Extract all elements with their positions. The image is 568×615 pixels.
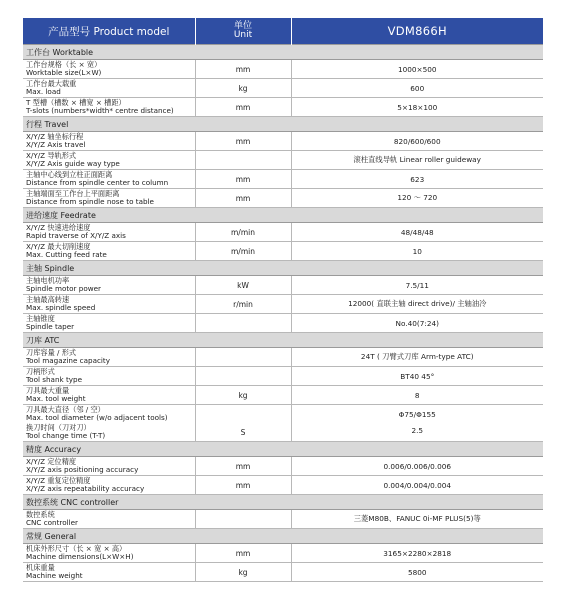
spec-name-en: Tool change time (T-T) (26, 431, 106, 440)
spec-row (23, 189, 543, 208)
section-title: 主轴 Spindle (23, 261, 543, 276)
spec-name-cn: X/Y/Z 快速进给速度 (26, 223, 91, 232)
spec-value: 8 (291, 386, 543, 405)
spec-name (23, 295, 195, 314)
spec-sheet (23, 18, 543, 582)
spec-name-en: Rapid traverse of X/Y/Z axis (26, 231, 126, 240)
spec-row-merged (23, 405, 543, 442)
model-label: 产品型号 Product model (23, 18, 195, 45)
spec-value: 滚柱直线导轨 Linear roller guideway (291, 151, 543, 170)
spec-name-cn: X/Y/Z 最大切削速度 (26, 242, 91, 251)
spec-row (23, 295, 543, 314)
spec-name-en: X/Y/Z Axis guide way type (26, 159, 120, 168)
section-header (23, 117, 543, 132)
spec-row (23, 367, 543, 386)
spec-unit: mm (195, 170, 291, 189)
spec-name-cn: X/Y/Z 定位精度 (26, 457, 77, 466)
spec-name (23, 314, 195, 333)
spec-name-en: Max. tool diameter (w/o adjacent tools) (26, 413, 168, 422)
spec-value-change-time: 2.5 (411, 426, 424, 435)
spec-name-en: CNC controller (26, 518, 78, 527)
spec-name-en: Max. Cutting feed rate (26, 250, 107, 259)
spec-name (23, 386, 195, 405)
spec-name-en: Worktable size(L×W) (26, 68, 102, 77)
section-title: 精度 Accuracy (23, 442, 543, 457)
spec-row (23, 98, 543, 117)
spec-name-en: T-slots (numbers*width* centre distance) (26, 106, 174, 115)
spec-name-cn: 换刀时间（刀对刀） (26, 423, 91, 432)
spec-name (23, 563, 195, 582)
spec-name (23, 151, 195, 170)
spec-unit: kW (195, 276, 291, 295)
spec-value: 5×18×100 (291, 98, 543, 117)
spec-name (23, 405, 195, 442)
spec-unit: S (195, 405, 291, 442)
spec-row (23, 314, 543, 333)
spec-name-en: X/Y/Z Axis travel (26, 140, 86, 149)
spec-name-en: Distance from spindle center to column (26, 178, 169, 187)
spec-name-cn: 机床重量 (26, 563, 55, 572)
spec-value: 623 (291, 170, 543, 189)
spec-value: BT40 45° (291, 367, 543, 386)
spec-row (23, 276, 543, 295)
section-title: 行程 Travel (23, 117, 543, 132)
spec-unit (195, 151, 291, 170)
section-title: 刀库 ATC (23, 333, 543, 348)
spec-unit (195, 367, 291, 386)
section-header (23, 529, 543, 544)
spec-name-cn: 工作台规格（长 × 宽） (26, 60, 102, 69)
spec-unit: mm (195, 544, 291, 563)
section-title: 进给速度 Feedrate (23, 208, 543, 223)
spec-value: 1000×500 (291, 60, 543, 79)
spec-unit: mm (195, 189, 291, 208)
spec-name-en: Distance from spindle nose to table (26, 197, 154, 206)
spec-name-cn: T 型槽（槽数 × 槽宽 × 槽距） (26, 98, 126, 107)
spec-name-cn: 主轴中心线到立柱正面距离 (26, 170, 113, 179)
spec-row (23, 457, 543, 476)
spec-value: 120 ～ 720 (291, 189, 543, 208)
spec-unit: mm (195, 132, 291, 151)
spec-name-cn: X/Y/Z 轴坐标行程 (26, 132, 84, 141)
spec-row (23, 510, 543, 529)
spec-name-en: Tool magazine capacity (26, 356, 110, 365)
spec-table (23, 18, 543, 582)
spec-name (23, 348, 195, 367)
spec-value (291, 405, 543, 442)
spec-unit: mm (195, 457, 291, 476)
section-header (23, 495, 543, 510)
unit-label-cn: 单位 (233, 21, 252, 31)
spec-name (23, 223, 195, 242)
spec-row (23, 348, 543, 367)
spec-row (23, 242, 543, 261)
spec-row (23, 79, 543, 98)
spec-row (23, 223, 543, 242)
spec-name-en: Spindle taper (26, 322, 75, 331)
spec-name-en: Max. tool weight (26, 394, 86, 403)
spec-unit: mm (195, 98, 291, 117)
spec-name (23, 170, 195, 189)
spec-row (23, 170, 543, 189)
spec-value: 0.004/0.004/0.004 (291, 476, 543, 495)
section-title: 常规 General (23, 529, 543, 544)
spec-name-cn: 刀柄形式 (26, 367, 55, 376)
spec-name (23, 98, 195, 117)
section-header (23, 333, 543, 348)
spec-name-cn: 工作台最大载重 (26, 79, 77, 88)
spec-unit (195, 348, 291, 367)
spec-name-en: Max. spindle speed (26, 303, 96, 312)
spec-row (23, 60, 543, 79)
spec-name-en: X/Y/Z axis repeatability accuracy (26, 484, 145, 493)
spec-name-cn: 刀具最大直径（邻 / 空） (26, 405, 105, 414)
spec-name (23, 242, 195, 261)
section-title: 工作台 Worktable (23, 45, 543, 60)
spec-name-cn: 主轴最高转速 (26, 295, 70, 304)
spec-name (23, 457, 195, 476)
spec-value: 600 (291, 79, 543, 98)
spec-unit: m/min (195, 242, 291, 261)
spec-name-cn: 数控系统 (26, 510, 55, 519)
section-header (23, 442, 543, 457)
spec-value: 12000( 直联主轴 direct drive)/ 主轴油冷 (291, 295, 543, 314)
spec-name (23, 367, 195, 386)
spec-name-en: Machine weight (26, 571, 83, 580)
spec-name (23, 132, 195, 151)
spec-name (23, 276, 195, 295)
spec-name-cn: 主轴端面至工作台上平面距离 (26, 189, 120, 198)
spec-name-cn: 刀具最大重量 (26, 386, 70, 395)
spec-unit: kg (195, 79, 291, 98)
spec-name (23, 79, 195, 98)
spec-name-cn: 主轴锥度 (26, 314, 55, 323)
spec-unit: mm (195, 60, 291, 79)
spec-name-cn: 刀库容量 / 形式 (26, 348, 77, 357)
spec-unit: kg (195, 563, 291, 582)
spec-row (23, 386, 543, 405)
model-value: VDM866H (291, 18, 543, 45)
spec-value: No.40(7:24) (291, 314, 543, 333)
header-row (23, 18, 543, 45)
spec-row (23, 132, 543, 151)
spec-value: 0.006/0.006/0.006 (291, 457, 543, 476)
spec-row (23, 151, 543, 170)
spec-name-en: X/Y/Z axis positioning accuracy (26, 465, 139, 474)
section-header (23, 45, 543, 60)
spec-row (23, 563, 543, 582)
spec-name (23, 544, 195, 563)
spec-unit (195, 314, 291, 333)
unit-header (195, 18, 291, 45)
spec-value: 48/48/48 (291, 223, 543, 242)
spec-unit: mm (195, 476, 291, 495)
section-title: 数控系统 CNC controller (23, 495, 543, 510)
spec-name (23, 60, 195, 79)
unit-label-en: Unit (233, 30, 253, 40)
spec-value: 3165×2280×2818 (291, 544, 543, 563)
spec-value: 820/600/600 (291, 132, 543, 151)
spec-name-en: Spindle motor power (26, 284, 102, 293)
spec-value: 三菱M80B、FANUC 0i-MF PLUS(5)等 (291, 510, 543, 529)
spec-unit: m/min (195, 223, 291, 242)
spec-name-en: Machine dimensions(L×W×H) (26, 552, 134, 561)
spec-name-en: Max. load (26, 87, 61, 96)
spec-name-en: Tool shank type (26, 375, 83, 384)
spec-value: 5800 (291, 563, 543, 582)
section-header (23, 261, 543, 276)
spec-name (23, 510, 195, 529)
spec-unit: kg (195, 386, 291, 405)
spec-name (23, 189, 195, 208)
spec-value: 7.5/11 (291, 276, 543, 295)
spec-name-cn: X/Y/Z 重复定位精度 (26, 476, 91, 485)
spec-row (23, 476, 543, 495)
spec-unit (195, 510, 291, 529)
spec-name-cn: 主轴电机功率 (26, 276, 70, 285)
spec-value: 24T ( 刀臂式刀库 Arm-type ATC) (291, 348, 543, 367)
spec-unit: r/min (195, 295, 291, 314)
section-header (23, 208, 543, 223)
spec-name-cn: 机床外形尺寸（长 × 宽 × 高） (26, 544, 127, 553)
spec-row (23, 544, 543, 563)
spec-name (23, 476, 195, 495)
spec-name-cn: X/Y/Z 导轨形式 (26, 151, 77, 160)
spec-value: 10 (291, 242, 543, 261)
spec-value-diameter: Φ75/Φ155 (398, 410, 436, 419)
